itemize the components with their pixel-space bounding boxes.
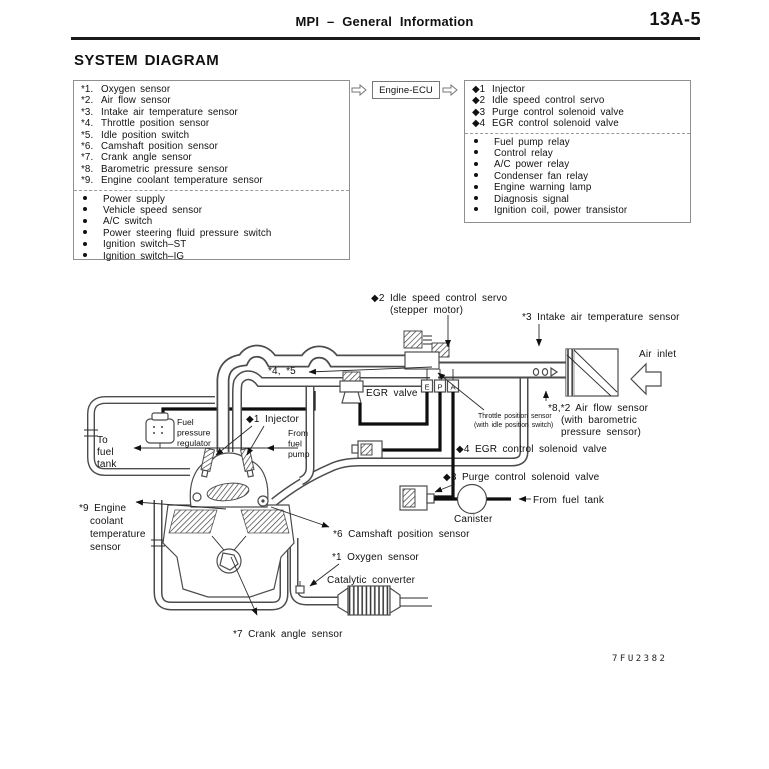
list-item-label: Diagnosis signal — [494, 193, 569, 205]
label-tps-2: (with idle position switch) — [474, 422, 554, 429]
list-item-number: ◆2 — [472, 95, 486, 107]
list-item-number: ◆4 — [472, 118, 486, 130]
coolant-temp-sensor — [193, 493, 201, 501]
engine-ecu-label: Engine-ECU — [379, 84, 433, 96]
page-number: 13A-5 — [649, 9, 701, 29]
list-item-label: Oxygen sensor — [101, 84, 171, 95]
list-item-label: Barometric pressure sensor — [101, 163, 228, 175]
list-item-number: *4. — [81, 118, 94, 130]
port-a-label: A — [450, 382, 456, 392]
egr-valve — [340, 372, 363, 403]
port-p-label: P — [437, 382, 443, 392]
list-item-number: *6. — [81, 141, 94, 153]
list-item-label: Engine warning lamp — [494, 182, 592, 194]
label-isc-servo-2: (stepper motor) — [390, 305, 464, 316]
list-item-label: Crank angle sensor — [101, 152, 192, 164]
list-item-number: *8. — [81, 163, 94, 175]
list-item-label: Air flow sensor — [101, 95, 171, 107]
label-crank: *7 Crank angle sensor — [233, 629, 343, 640]
list-item-label: Power supply — [103, 193, 166, 205]
list-item-label: Idle speed control servo — [492, 95, 605, 107]
list-item-label: Ignition switch–IG — [103, 250, 185, 262]
label-from-fuel-tank: From fuel tank — [533, 495, 605, 506]
list-item-number: *9. — [81, 175, 94, 187]
label-coolant-temp-1: *9 Engine — [79, 503, 127, 514]
label-throttle-ref: *4, *5 — [268, 366, 296, 377]
label-camshaft: *6 Camshaft position sensor — [333, 529, 470, 540]
list-item-label: Intake air temperature sensor — [101, 106, 238, 118]
label-canister: Canister — [454, 514, 493, 525]
label-to-tank-2: fuel — [97, 447, 114, 458]
list-item-label: Injector — [492, 84, 525, 95]
air-inlet-arrow-icon — [631, 364, 661, 394]
list-item-label: Camshaft position sensor — [101, 141, 218, 153]
label-airflow-3: pressure sensor) — [561, 427, 641, 438]
list-item-number: ◆3 — [472, 106, 486, 118]
label-egr-valve: EGR valve — [366, 388, 418, 399]
fuel-pressure-regulator — [146, 413, 174, 448]
label-coolant-temp-4: sensor — [90, 542, 121, 553]
list-item-label: EGR control solenoid valve — [492, 118, 619, 130]
label-to-tank-1: To — [97, 435, 108, 446]
label-coolant-temp-3: temperature — [90, 529, 146, 540]
camshaft-position-sensor — [258, 496, 268, 506]
intake-duct — [438, 368, 566, 376]
label-oxygen: *1 Oxygen sensor — [332, 552, 419, 563]
list-item-number: *1. — [81, 84, 94, 95]
label-tps-1: Throttle position sensor — [478, 413, 552, 420]
page-title: MPI – General Information — [295, 14, 474, 29]
vacuum-ports — [422, 380, 459, 392]
list-item-label: Power steering fluid pressure switch — [103, 227, 272, 239]
list-item-label: A/C power relay — [494, 159, 570, 171]
list-item-number: ◆1 — [472, 84, 486, 95]
label-from-pump-1: From — [288, 428, 309, 438]
label-from-pump-3: pump — [288, 449, 310, 459]
label-fpr-2: pressure — [177, 427, 211, 438]
list-item-label: Vehicle speed sensor — [103, 205, 203, 217]
canister — [434, 485, 531, 514]
list-item-label: Ignition coil, power transistor — [494, 205, 628, 217]
list-item-number: *7. — [81, 152, 94, 164]
purge-control-solenoid — [400, 486, 434, 510]
list-item-label: Ignition switch–ST — [103, 239, 187, 251]
list-item-label: Engine coolant temperature sensor — [101, 175, 263, 187]
label-injector: ◆1 Injector — [246, 414, 299, 425]
label-isc-servo: ◆2 Idle speed control servo — [371, 293, 508, 304]
label-airflow-2: (with barometric — [561, 415, 638, 426]
list-item-label: Condenser fan relay — [494, 170, 589, 182]
list-item-number: *5. — [81, 129, 94, 141]
label-from-pump-2: fuel — [288, 438, 302, 449]
list-item-label: Fuel pump relay — [494, 136, 570, 148]
list-item-number: *2. — [81, 95, 94, 107]
label-intake-air-temp: *3 Intake air temperature sensor — [522, 312, 680, 323]
label-catalytic: Catalytic converter — [327, 575, 416, 586]
label-airflow-1: *8,*2 Air flow sensor — [548, 403, 649, 414]
label-fpr-1: Fuel — [177, 417, 194, 427]
label-egr-solenoid: ◆4 EGR control solenoid valve — [456, 444, 607, 455]
label-fpr-3: regulator — [177, 438, 211, 448]
catalytic-converter — [338, 586, 432, 615]
egr-control-solenoid — [352, 441, 382, 458]
label-air-inlet: Air inlet — [639, 349, 677, 360]
list-item-label: Idle position switch — [101, 129, 190, 141]
list-item-number: *3. — [81, 106, 94, 118]
list-item-label: Control relay — [494, 148, 553, 160]
label-purge-solenoid: ◆3 Purge control solenoid valve — [443, 472, 600, 483]
port-e-label: E — [424, 382, 430, 392]
label-to-tank-3: tank — [97, 459, 117, 470]
section-title: SYSTEM DIAGRAM — [74, 52, 220, 69]
air-cleaner — [566, 349, 618, 396]
list-item-label: A/C switch — [103, 216, 153, 228]
list-item-label: Purge control solenoid valve — [492, 106, 624, 118]
list-item-label: Throttle position sensor — [101, 118, 210, 130]
figure-code: 7FU2382 — [612, 654, 668, 664]
label-coolant-temp-2: coolant — [90, 516, 124, 527]
